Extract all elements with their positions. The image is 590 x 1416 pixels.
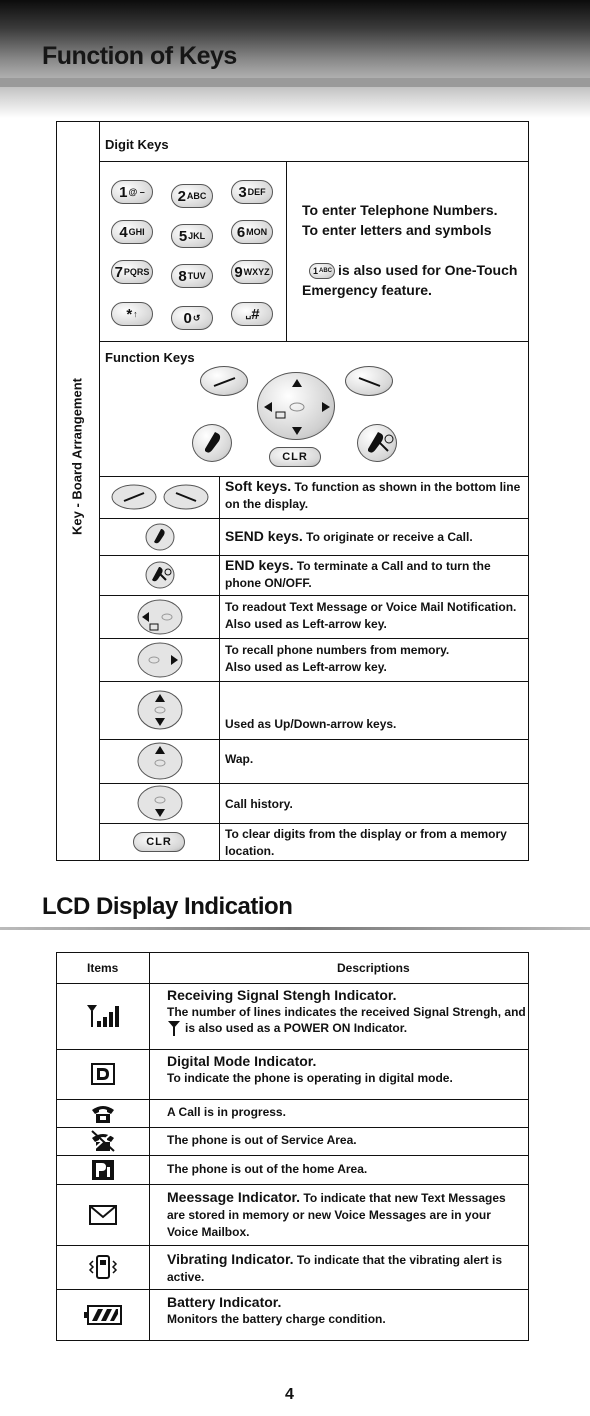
- send-keys-desc: [225, 528, 527, 546]
- right-arrow-icon: [137, 642, 183, 678]
- key-letters: WXYZ: [243, 267, 270, 277]
- antenna-icon: [167, 1020, 181, 1036]
- key-0[interactable]: [171, 306, 213, 330]
- up-arrow-icon: [137, 742, 183, 780]
- send-key-icon-cell: [100, 518, 219, 555]
- key-letters: ↑: [133, 309, 138, 319]
- key-letters: DEF: [247, 187, 266, 197]
- battery-desc: [167, 1294, 527, 1328]
- updown-key-icon-cell: [100, 681, 219, 739]
- key-digit: 9: [234, 263, 243, 281]
- key-star[interactable]: [111, 302, 153, 326]
- side-label: Key - Board Arrangement: [69, 378, 85, 535]
- indicator-text: The number of lines indicates the received Signal Strengh, and: [167, 1005, 526, 1019]
- soft-key-icon: [346, 367, 394, 397]
- key-digit: 0: [183, 309, 192, 327]
- up-down-arrow-icon: [137, 690, 183, 730]
- key-hash[interactable]: [231, 302, 273, 326]
- battery-cell: [57, 1289, 149, 1340]
- page-number: 4: [285, 1386, 294, 1403]
- key-digit: 1: [119, 183, 128, 201]
- digit-desc-line1: To enter Telephone Numbers.: [302, 202, 498, 218]
- divider: [100, 341, 529, 342]
- indicator-title: Meessage Indicator.: [167, 1189, 301, 1205]
- digital-mode-icon: [91, 1063, 115, 1085]
- key-letters: ↺: [192, 312, 201, 323]
- onetouch-desc-b: Emergency feature.: [302, 282, 432, 298]
- soft-key-icon: [201, 367, 249, 397]
- indicator-text: To indicate that new Text Messages are stored in memory or new Voice Messages are in your Voice Mailbox.: [167, 1191, 506, 1239]
- clr-key[interactable]: CLR: [269, 447, 321, 467]
- key-7[interactable]: [111, 260, 153, 284]
- digital-cell: [57, 1049, 149, 1099]
- right-key-icon-cell: [100, 638, 219, 681]
- nav-arrows-icon: [258, 373, 336, 441]
- no-service-cell: [57, 1127, 149, 1155]
- key-5[interactable]: [171, 224, 213, 248]
- clr-key-desc: To clear digits from the display or from a memory location.: [225, 827, 507, 858]
- end-keys-desc: [225, 557, 525, 592]
- divider: [100, 823, 529, 824]
- row-lead: Soft keys.: [225, 478, 292, 494]
- end-phone-icon: [358, 425, 398, 463]
- updown-key-desc: Used as Up/Down-arrow keys.: [225, 717, 397, 731]
- header-rule: [0, 78, 590, 87]
- indicator-title: Receiving Signal Stengh Indicator.: [167, 987, 397, 1003]
- left-msg-key-icon-cell: [100, 595, 219, 638]
- wap-key-desc: Wap.: [225, 752, 254, 766]
- no-service-icon: [89, 1129, 117, 1153]
- indicator-text: Monitors the battery charge condition.: [167, 1312, 386, 1326]
- row-lead: END keys.: [225, 557, 294, 573]
- key-6[interactable]: [231, 220, 273, 244]
- key-letters: TUV: [187, 271, 206, 281]
- col-descriptions-header: Descriptions: [337, 961, 410, 975]
- call-in-progress-icon: [89, 1101, 117, 1125]
- no-service-desc: The phone is out of Service Area.: [167, 1133, 357, 1147]
- lcd-section-title: LCD Display Indication: [42, 893, 293, 920]
- send-phone-icon: [193, 425, 233, 463]
- page-title: Function of Keys: [42, 42, 237, 70]
- vibrate-desc: [167, 1251, 517, 1286]
- key-digit: 1: [312, 266, 318, 276]
- key-3[interactable]: [231, 180, 273, 204]
- key-9[interactable]: [231, 260, 273, 284]
- roaming-icon: [91, 1159, 115, 1181]
- message-icon: [88, 1204, 118, 1226]
- divider: [219, 476, 220, 861]
- indicator-text-line2: [167, 1020, 527, 1036]
- soft-key-right[interactable]: [345, 366, 393, 396]
- lcd-title-rule: [0, 927, 590, 930]
- battery-icon: [83, 1304, 123, 1326]
- key-2[interactable]: [171, 184, 213, 208]
- message-key-desc: To readout Text Message or Voice Mail Notification. Also used as Left-arrow key.: [225, 600, 517, 631]
- divider: [286, 161, 287, 341]
- indicator-text-2: is also used as a POWER ON Indicator.: [185, 1021, 408, 1035]
- indicator-title: Vibrating Indicator.: [167, 1251, 294, 1267]
- divider: [149, 953, 150, 1340]
- down-arrow-icon: [137, 785, 183, 821]
- key-digit: 3: [238, 183, 247, 201]
- roaming-desc: The phone is out of the home Area.: [167, 1162, 368, 1176]
- soft-keys-icon: [110, 482, 210, 512]
- key-digit: *: [126, 305, 133, 323]
- side-label-column: [57, 122, 100, 860]
- key-letters: PQRS: [123, 267, 150, 277]
- onetouch-desc-a: is also used for One-Touch: [338, 262, 518, 278]
- key-board-table: [56, 121, 529, 861]
- row-text: To function as shown in the bottom line on the display.: [225, 480, 521, 511]
- vibrate-icon: [87, 1253, 119, 1281]
- key-digit: 2: [177, 187, 186, 205]
- signal-strength-icon: [85, 1003, 121, 1029]
- left-arrow-message-icon: [137, 599, 183, 635]
- col-items-header: Items: [87, 961, 119, 975]
- message-desc: [167, 1189, 517, 1241]
- call-cell: [57, 1099, 149, 1127]
- signal-cell: [57, 983, 149, 1049]
- digital-desc: [167, 1053, 527, 1087]
- key-letters: GHI: [128, 227, 145, 237]
- end-key[interactable]: [357, 424, 397, 462]
- key-digit: #: [251, 305, 260, 323]
- key-letters: MON: [246, 227, 268, 237]
- lcd-indication-table: [56, 952, 529, 1341]
- key-letters: ␣: [245, 308, 252, 319]
- key-digit: 4: [119, 223, 128, 241]
- down-key-icon-cell: [100, 783, 219, 823]
- key-digit: 5: [178, 227, 188, 245]
- function-keys-title: Function Keys: [105, 350, 195, 365]
- key-1[interactable]: [111, 180, 153, 204]
- indicator-text: To indicate the phone is operating in digital mode.: [167, 1071, 453, 1085]
- key-digit: 6: [236, 223, 246, 241]
- row-text: To terminate a Call and to turn the phone ON/OFF.: [225, 559, 491, 590]
- send-key[interactable]: [192, 424, 232, 462]
- key-4[interactable]: [111, 220, 153, 244]
- key-letters: @ –: [128, 187, 145, 197]
- key-digit: 7: [114, 263, 123, 281]
- signal-desc: [167, 987, 527, 1036]
- key-letters: ABC: [319, 268, 332, 274]
- digit-keys-title: Digit Keys: [105, 137, 169, 152]
- indicator-title: Digital Mode Indicator.: [167, 1053, 317, 1069]
- key-letters: JKL: [188, 231, 206, 241]
- call-desc: A Call is in progress.: [167, 1105, 286, 1119]
- soft-keys-desc: [225, 478, 527, 513]
- end-phone-icon: [145, 561, 175, 589]
- roaming-cell: [57, 1155, 149, 1184]
- clr-key-icon: CLR: [133, 832, 185, 852]
- key-letters: ABC: [186, 191, 207, 201]
- message-cell: [57, 1184, 149, 1245]
- soft-keys-icon-cell: [100, 476, 219, 518]
- key-digit: 8: [178, 267, 187, 285]
- row-lead: SEND keys.: [225, 528, 303, 544]
- up-key-icon-cell: [100, 739, 219, 783]
- row-text: To originate or receive a Call.: [302, 530, 473, 544]
- recall-key-desc: To recall phone numbers from memory. Also used as Left-arrow key.: [225, 643, 450, 674]
- onetouch-key-1: [309, 263, 335, 279]
- indicator-text: To indicate that the vibrating alert is active.: [167, 1253, 503, 1284]
- vibrate-cell: [57, 1245, 149, 1289]
- indicator-title: Battery Indicator.: [167, 1294, 282, 1310]
- send-phone-icon: [145, 523, 175, 551]
- call-history-desc: Call history.: [225, 797, 293, 811]
- nav-key[interactable]: [257, 372, 335, 440]
- divider: [100, 161, 529, 162]
- soft-key-left[interactable]: [200, 366, 248, 396]
- digit-desc-line2: To enter letters and symbols: [302, 222, 492, 238]
- key-8[interactable]: [171, 264, 213, 288]
- end-key-icon-cell: [100, 555, 219, 595]
